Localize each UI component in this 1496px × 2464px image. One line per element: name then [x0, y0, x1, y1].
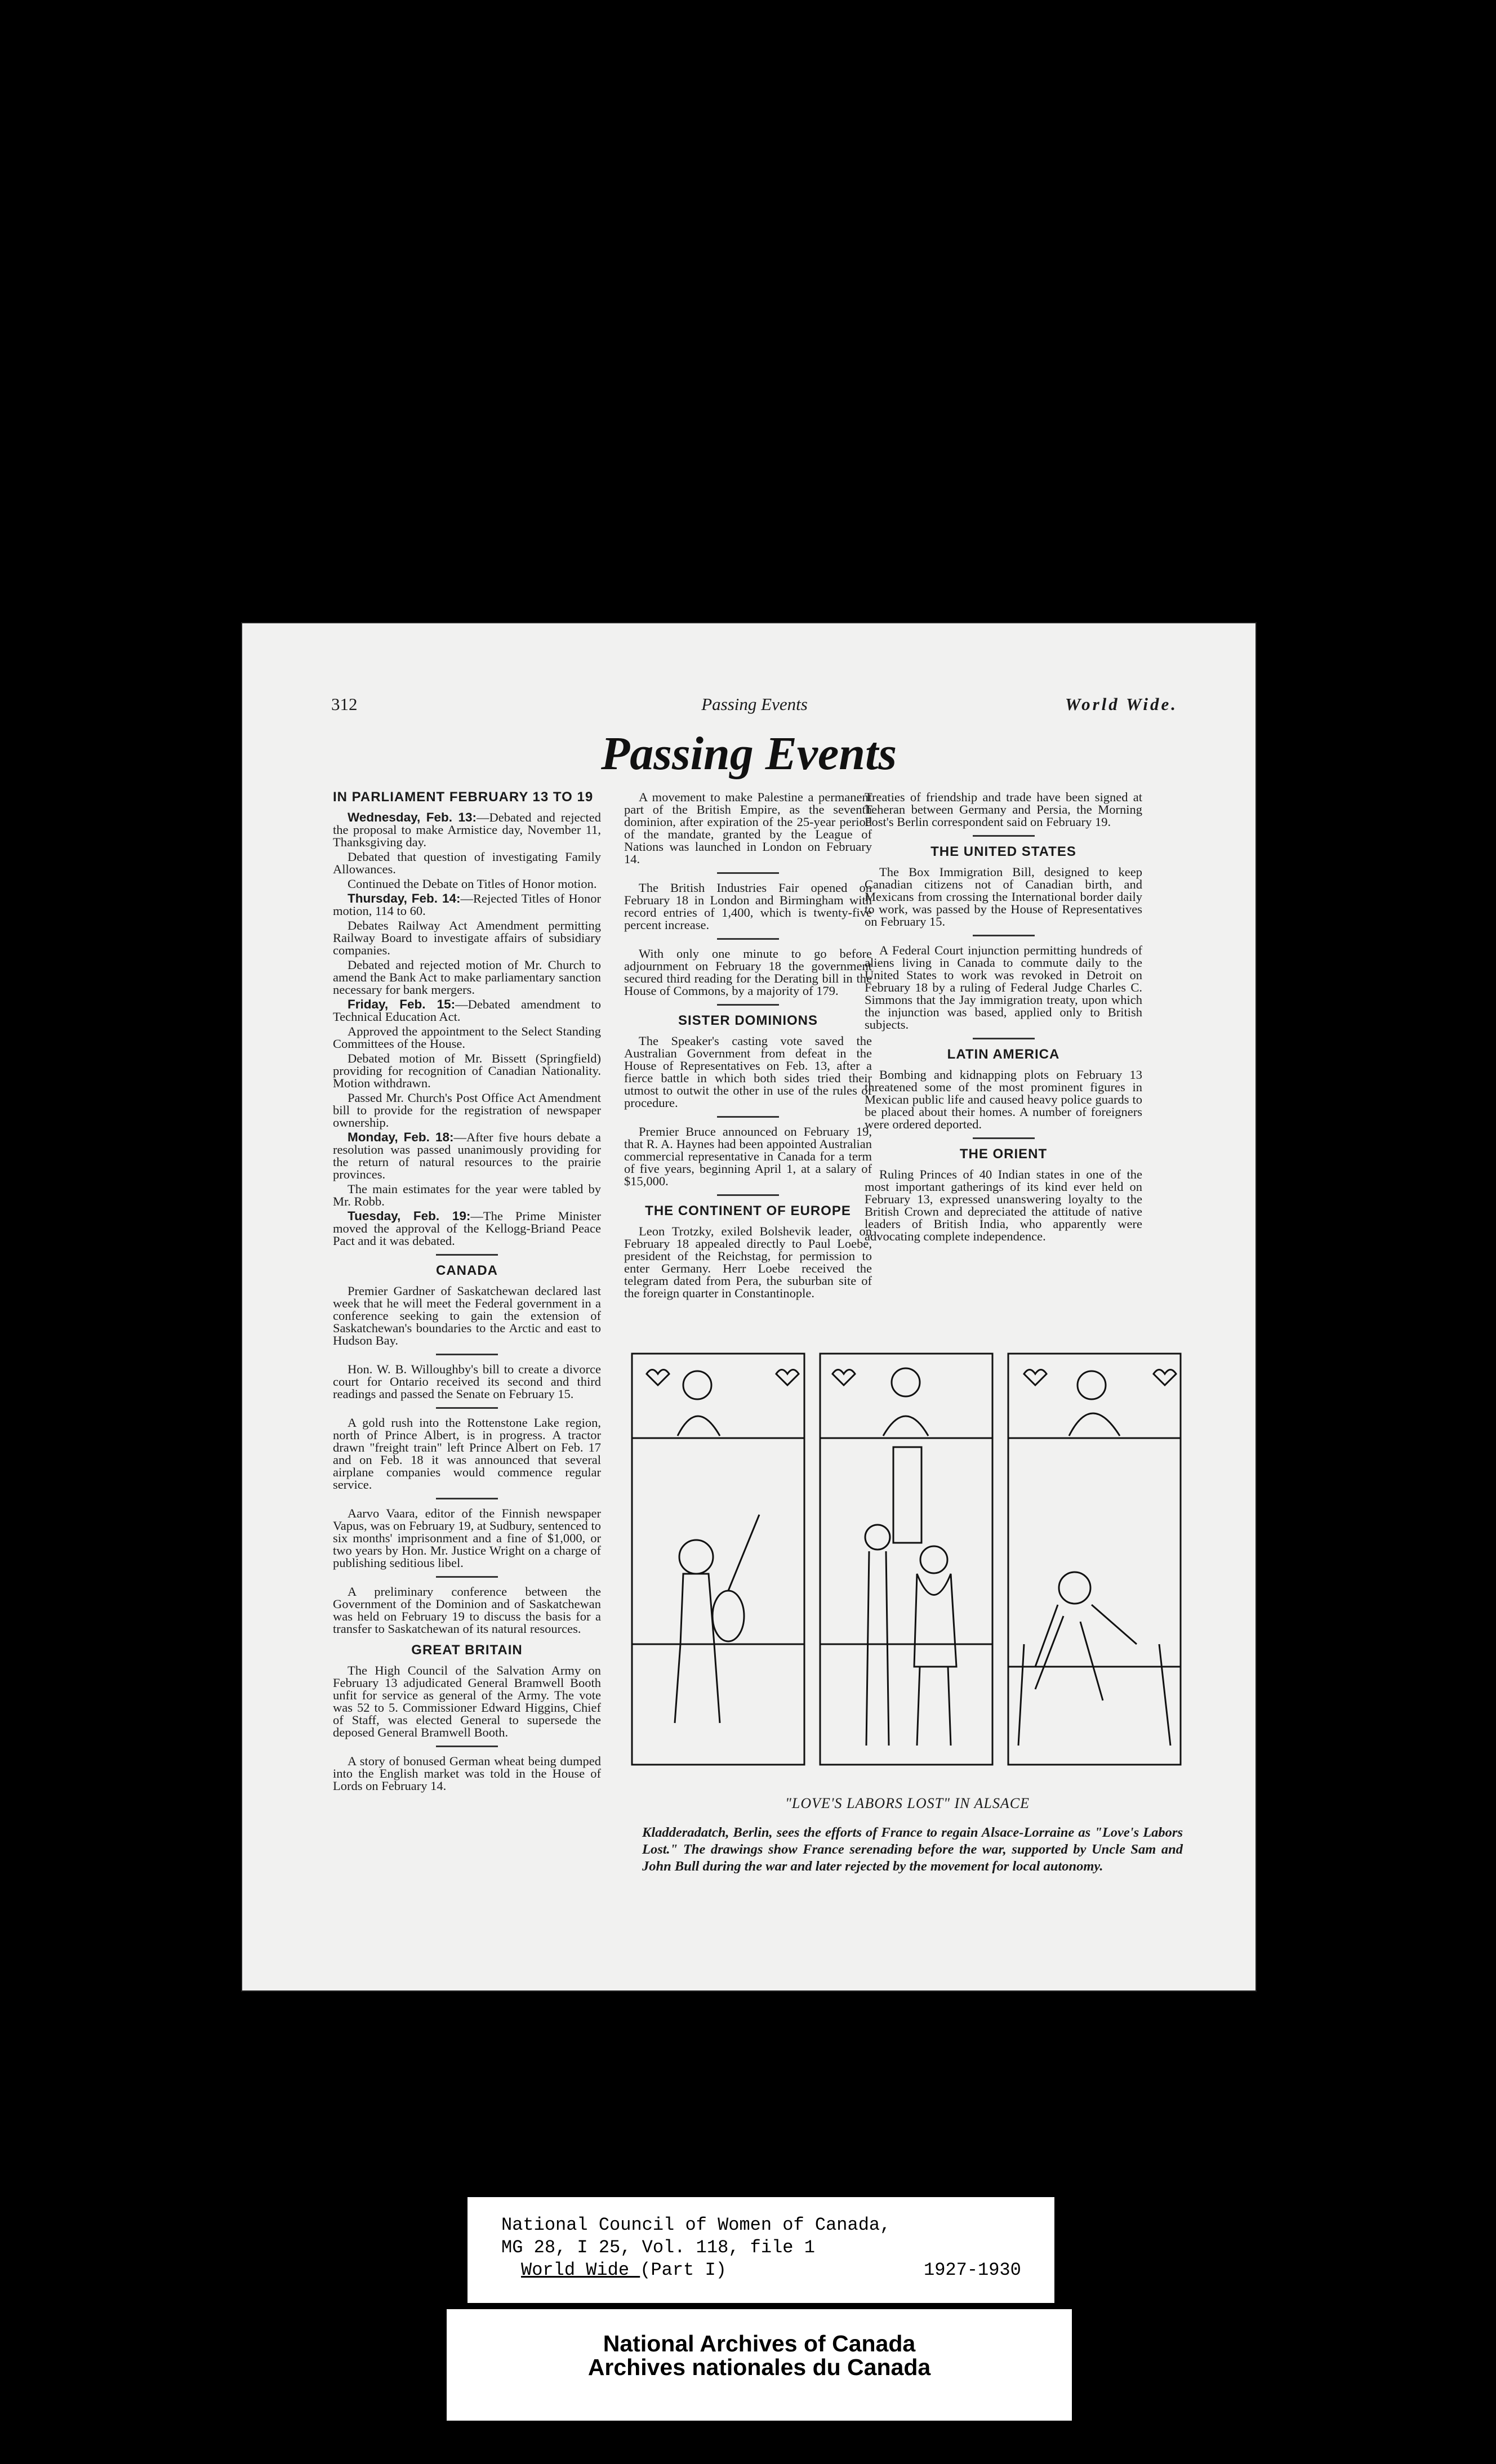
- canada-list: [333, 1285, 601, 1635]
- archive-stamp: [447, 2309, 1072, 2421]
- label-line-3: [521, 2260, 727, 2280]
- cartoon-illustration: [630, 1351, 1185, 1768]
- entry-text: The main estimates for the year were tabled by Mr. Robb.: [333, 1182, 601, 1208]
- cartoon-caption-title: "LOVE'S LABORS LOST" IN ALSACE: [785, 1795, 1030, 1811]
- cartoon-caption: Kladderadatch, Berlin, sees the efforts of France to regain Alsace-Lorraine as "Love's Labors Lost." The drawings show France serenading before the war, supported by Uncle Sam and John Bull during the war and later rejected by the movement for local autonomy.: [642, 1825, 1183, 1874]
- column-2: [624, 791, 872, 1302]
- paragraph: Aarvo Vaara, editor of the Finnish newspaper Vapus, was on February 19, at Sudbury, sentenced to six months' imprisonment and a fine of $1,000, or two years by Hon. Mr. Justice Wright on a charge of publishing seditious libel.: [333, 1506, 601, 1570]
- canada-heading: CANADA: [436, 1263, 498, 1278]
- divider: [717, 1194, 779, 1196]
- divider: [973, 935, 1035, 936]
- label-years: 1927-1930: [924, 2260, 1021, 2280]
- great-britain-heading: GREAT BRITAIN: [411, 1642, 523, 1658]
- parliament-entry: [333, 1092, 601, 1129]
- publication-name: World Wide.: [1065, 694, 1178, 714]
- paragraph: The High Council of the Salvation Army on February 13 adjudicated General Bramwell Booth unfit for service as general of the Army. The vote was 52 to 5. Commissioner Edward Higgins, Chief of Staff, was elected General to supersede the deposed General Bramwell Booth.: [333, 1663, 601, 1739]
- entry-text: —Debated amendment to Technical Education Act.: [333, 997, 601, 1024]
- cartoon-drawing: [630, 1351, 1185, 1768]
- europe-heading: THE CONTINENT OF EUROPE: [645, 1203, 851, 1218]
- magazine-page: [241, 622, 1257, 1992]
- great-britain-continued: [624, 791, 872, 997]
- entry-text: —The Prime Minister moved the approval of the Kellogg-Briand Peace Pact and it was debated.: [333, 1209, 601, 1248]
- paragraph: Ruling Princes of 40 Indian states in one of the most important gatherings of its kind ever held on February 13, expressed unanswering loyalty to the British Crown and depreciated the attitude of native leaders of British India, who apparently were advocating complete independence.: [865, 1167, 1142, 1243]
- parliament-entry: [333, 1210, 601, 1247]
- sister-dominions-heading: SISTER DOMINIONS: [678, 1013, 818, 1028]
- parliament-entry: [333, 878, 601, 890]
- entry-text: —Debated and rejected the proposal to make Armistice day, November 11, Thanksgiving day.: [333, 810, 601, 849]
- entry-date: Tuesday, Feb. 19:: [348, 1209, 471, 1223]
- parliament-heading: IN PARLIAMENT FEBRUARY 13 TO 19: [333, 789, 594, 805]
- parliament-list: [333, 811, 601, 1247]
- united-states-list: [865, 866, 1142, 1031]
- europe-list: [624, 1225, 872, 1300]
- paragraph: A story of bonused German wheat being dumped into the English market was told in the House of Lords on February 14.: [333, 1754, 601, 1793]
- archive-name-fr: Archives nationales du Canada: [587, 2354, 931, 2380]
- entry-text: Debated and rejected motion of Mr. Church to amend the Bank Act to make parliamentary sanction necessary for bank mergers.: [333, 958, 601, 997]
- label-line-1: National Council of Women of Canada,: [501, 2215, 891, 2235]
- divider: [436, 1576, 498, 1578]
- paragraph: A Federal Court injunction permitting hundreds of aliens living in Canada to commute daily to the United States to work was revoked in Detroit on February 18 by a ruling of Federal Judge Charles C. Simmons that the Jay immigration treaty, upon which the injunction was based, applied only to British subjects.: [865, 943, 1142, 1032]
- column-3: [865, 791, 1142, 1245]
- parliament-entry: [333, 1025, 601, 1050]
- page-header: [331, 694, 1178, 722]
- paragraph: Premier Bruce announced on February 19, that R. A. Haynes had been appointed Australian commercial representative in Canada for a term of five years, beginning April 1, at a salary of $15,000.: [624, 1124, 872, 1188]
- divider: [436, 1407, 498, 1409]
- entry-text: Debates Railway Act Amendment permitting Railway Board to investigate affairs of subsidiary companies.: [333, 918, 601, 957]
- entry-text: Debated that question of investigating Family Allowances.: [333, 850, 601, 876]
- entry-text: —After five hours debate a resolution was passed unanimously providing for the return of natural resources to the prairie provinces.: [333, 1130, 602, 1181]
- divider: [717, 938, 779, 940]
- parliament-entry: [333, 959, 601, 996]
- latin-america-heading: LATIN AMERICA: [947, 1047, 1060, 1062]
- label-publication: World Wide: [521, 2260, 640, 2280]
- parliament-entry: [333, 851, 601, 876]
- orient-heading: THE ORIENT: [959, 1146, 1048, 1162]
- paragraph: The British Industries Fair opened on February 18 in London and Birmingham with record entries of 1,400, which is twenty-five percent increase.: [624, 881, 872, 932]
- entry-text: —Rejected Titles of Honor motion, 114 to 60.: [333, 891, 601, 918]
- great-britain-list: [333, 1664, 601, 1792]
- divider: [436, 1498, 498, 1499]
- divider: [973, 1137, 1035, 1139]
- entry-text: Passed Mr. Church's Post Office Act Amendment bill to provide for the registration of newspaper ownership.: [333, 1091, 601, 1130]
- divider: [973, 1038, 1035, 1039]
- sister-dominions-list: [624, 1035, 872, 1188]
- paragraph: Bombing and kidnapping plots on February 13 threatened some of the most prominent figures in Mexican public life and caused heavy police guards to be placed about their homes. A number of foreigners were ordered deported.: [865, 1068, 1142, 1131]
- divider: [973, 835, 1035, 837]
- entry-date: Monday, Feb. 18:: [348, 1130, 454, 1144]
- running-title: Passing Events: [701, 694, 808, 714]
- entry-text: Continued the Debate on Titles of Honor motion.: [348, 877, 597, 891]
- paragraph: The Speaker's casting vote saved the Australian Government from defeat in the House of Representatives on Feb. 13, after a fierce battle in which both sides tried their utmost to outwit the other in use of the rules of procedure.: [624, 1034, 872, 1110]
- paragraph: Premier Gardner of Saskatchewan declared last week that he will meet the Federal government in a conference seeking to gain the extension of Saskatchewan's boundaries to the Arctic and east to Hudson Bay.: [333, 1284, 601, 1347]
- parliament-entry: [333, 1183, 601, 1208]
- label-part: (Part I): [640, 2260, 727, 2280]
- parliament-entry: [333, 919, 601, 957]
- entry-date: Friday, Feb. 15:: [348, 997, 456, 1011]
- page-number: 312: [331, 694, 358, 714]
- paragraph: Hon. W. B. Willoughby's bill to create a divorce court for Ontario received its second and third readings and passed the Senate on February 15.: [333, 1362, 601, 1401]
- column-1: [333, 791, 601, 1795]
- entry-date: Wednesday, Feb. 13:: [348, 810, 477, 824]
- entry-text: Debated motion of Mr. Bissett (Springfield) providing for recognition of Canadian Nationality. Motion withdrawn.: [333, 1051, 601, 1090]
- paragraph: A preliminary conference between the Government of the Dominion and of Saskatchewan was held on February 19 to discuss the basis for a transfer to Saskatchewan of its natural resources.: [333, 1584, 601, 1636]
- parliament-entry: [333, 1131, 601, 1181]
- parliament-entry: [333, 811, 601, 849]
- orient-list: [865, 1168, 1142, 1243]
- parliament-entry: [333, 892, 601, 917]
- label-line-2: MG 28, I 25, Vol. 118, file 1: [501, 2237, 815, 2258]
- divider: [717, 1004, 779, 1006]
- divider: [717, 872, 779, 874]
- entry-date: Thursday, Feb. 14:: [348, 891, 461, 905]
- paragraph: A movement to make Palestine a permanent part of the British Empire, as the seventh dominion, after expiration of the 25-year period of the mandate, granted by the League of Nations was launched in London on February 14.: [624, 790, 872, 866]
- divider: [436, 1746, 498, 1747]
- paragraph: A gold rush into the Rottenstone Lake region, north of Prince Albert, is in progress. A tractor drawn "freight train" left Prince Albert on Feb. 17 and on Feb. 18 it was announced that several airplane companies would commence regular service.: [333, 1416, 601, 1492]
- divider: [436, 1354, 498, 1355]
- paragraph: With only one minute to go before adjournment on February 18 the government secured third reading for the Derating bill in the House of Commons, by a majority of 179.: [624, 947, 872, 998]
- entry-text: Approved the appointment to the Select Standing Committees of the House.: [333, 1024, 601, 1051]
- europe-continued: Treaties of friendship and trade have been signed at Teheran between Germany and Persia, the Morning Post's Berlin correspondent said on February 19.: [865, 790, 1142, 829]
- archive-file-label: [468, 2197, 1054, 2303]
- paragraph: The Box Immigration Bill, designed to keep Canadian citizens not of Canadian birth, and Mexicans from crossing the International border daily to work, was passed by the House of Representatives on February 15.: [865, 865, 1142, 929]
- parliament-entry: [333, 1052, 601, 1090]
- latin-america-list: [865, 1069, 1142, 1131]
- divider: [717, 1116, 779, 1118]
- page-title: Passing Events: [600, 727, 897, 780]
- archive-name-en: National Archives of Canada: [603, 2331, 916, 2356]
- divider: [436, 1254, 498, 1256]
- parliament-entry: [333, 998, 601, 1023]
- paragraph: Leon Trotzky, exiled Bolshevik leader, on February 18 appealed directly to Paul Loebe, president of the Reichstag, for permission to enter Germany. Herr Loebe received the telegram dated from Pera, the suburban site of the foreign quarter in Constantinople.: [624, 1224, 872, 1300]
- united-states-heading: THE UNITED STATES: [930, 844, 1076, 859]
